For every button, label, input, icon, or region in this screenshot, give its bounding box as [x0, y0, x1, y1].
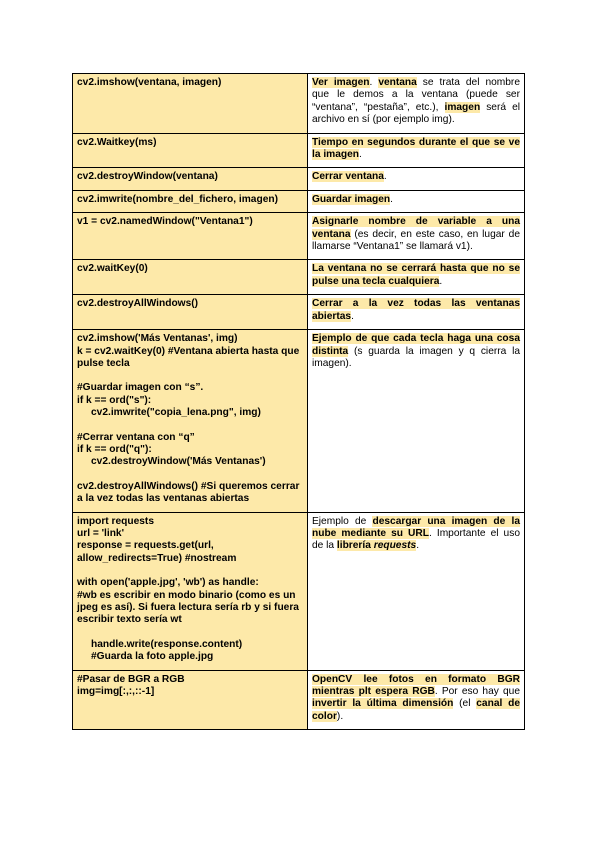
highlighted-text: OpenCV lee fotos en formato BGR mientras plt espera RGB [312, 673, 520, 698]
code-line: if k == ord("s"): [77, 394, 152, 406]
description-cell [308, 295, 525, 330]
code-line: url = 'link' [77, 527, 125, 539]
description-text: . [416, 540, 420, 552]
code-cell [73, 330, 308, 512]
table-row [73, 133, 525, 168]
description-text: se trata del nombre que le demos a la ventana (puede ser “ventana”, “pestaña”, etc.), [312, 77, 520, 113]
description-cell [308, 260, 525, 295]
code-line: cv2.imwrite("copia_lena.png", img) [91, 407, 261, 419]
highlighted-text: requests [373, 540, 417, 552]
code-cell [73, 260, 308, 295]
code-cell [73, 295, 308, 330]
description-cell [308, 133, 525, 168]
table-row [73, 512, 525, 670]
code-cell [73, 670, 308, 730]
code-cell [73, 133, 308, 168]
highlighted-text: imagen [444, 101, 481, 113]
code-line: k = cv2.waitKey(0) #Ventana abierta hasta que pulse tecla [77, 345, 300, 369]
code-line: #Guardar imagen con “s”. [77, 382, 204, 394]
description-cell [308, 74, 525, 134]
code-line: response = requests.get(url, allow_redirects=True) #nostream [77, 540, 237, 564]
code-line [77, 420, 303, 432]
highlighted-text: invertir la última dimensión [312, 698, 454, 710]
highlighted-text: ventana [378, 77, 417, 88]
code-line: import requests [77, 515, 154, 527]
code-line: cv2.destroyAllWindows() #Si queremos cerrar a la vez todas las ventanas abiertas [77, 480, 300, 505]
description-text: . [383, 171, 387, 183]
code-cell [73, 213, 308, 260]
code-cell [73, 168, 308, 190]
description-text: (el [453, 698, 477, 710]
code-cell [73, 512, 308, 670]
description-cell [308, 213, 525, 260]
description-text: (es decir, en este caso, en lugar de llamarse “Ventana1” se llamará v1). [312, 228, 520, 253]
code-line: cv2.imshow('Más Ventanas', img) [77, 333, 238, 345]
code-line: v1 = cv2.namedWindow("Ventana1") [77, 216, 253, 228]
highlighted-text: descargar una imagen de la nube mediante su URL [312, 515, 520, 539]
code-line: #Pasar de BGR a RGB [77, 673, 185, 685]
code-line: cv2.imshow(ventana, imagen) [77, 77, 222, 88]
table-row [73, 260, 525, 295]
highlighted-text: Ejemplo de que cada tecla haga una cosa distinta [312, 333, 520, 357]
code-line: if k == ord("q"): [77, 443, 152, 455]
highlighted-text: librería [336, 540, 374, 552]
description-cell [308, 670, 525, 730]
highlighted-text: canal de color [312, 698, 520, 722]
code-line [77, 370, 303, 382]
code-line: #wb es escribir en modo binario (como es un jpeg es así). Si fuera lectura sería rb y si fuera escribir texto sería wt [77, 589, 299, 626]
description-cell [308, 512, 525, 670]
code-line: img=img[:,:,::-1] [77, 686, 155, 698]
highlighted-text: La ventana no se cerrará hasta que no se pulse una tecla cualquiera [312, 263, 520, 287]
code-line [77, 565, 303, 577]
highlighted-text: Guardar imagen [312, 193, 391, 205]
code-line: cv2.destroyWindow(ventana) [77, 171, 218, 183]
description-text: ). [336, 710, 344, 722]
code-line: cv2.waitKey(0) [77, 263, 148, 275]
table-row [73, 168, 525, 190]
description-cell [308, 330, 525, 512]
table-row [73, 74, 525, 134]
code-line: cv2.imwrite(nombre_del_fichero, imagen) [77, 193, 278, 205]
code-line: #Cerrar ventana con “q” [77, 431, 195, 443]
highlighted-text: Asignarle nombre de variable a una ventana [312, 216, 520, 240]
code-cell [73, 190, 308, 212]
description-text: . [390, 193, 393, 205]
highlighted-text: Cerrar ventana [312, 171, 384, 183]
code-line [77, 469, 303, 481]
description-cell [308, 190, 525, 212]
description-text: . Por eso hay que [434, 686, 520, 698]
description-text: . [351, 310, 354, 322]
description-text: . Importante el uso de la [312, 527, 520, 552]
code-cell [73, 74, 308, 134]
opencv-reference-table [72, 73, 525, 730]
description-text: Ejemplo de [312, 515, 373, 527]
description-cell [308, 168, 525, 190]
description-text: . [359, 149, 362, 161]
description-text: . [369, 77, 379, 88]
code-line: cv2.destroyWindow('Más Ventanas') [91, 456, 266, 468]
table-row [73, 190, 525, 212]
code-line: cv2.destroyAllWindows() [77, 298, 199, 310]
description-text: será el archivo en sí (por ejemplo img). [312, 101, 520, 126]
code-line: cv2.Waitkey(ms) [77, 136, 157, 148]
table-row [73, 670, 525, 730]
description-text: (s guarda la imagen y q cierra la imagen). [312, 345, 520, 369]
table-row [73, 295, 525, 330]
table-row [73, 330, 525, 512]
description-text: . [439, 275, 443, 287]
code-line: handle.write(response.content) [91, 638, 243, 650]
code-line: with open('apple.jpg', 'wb') as handle: [77, 577, 259, 589]
highlighted-text: Tiempo en segundos durante el que se ve la imagen [312, 136, 520, 161]
highlighted-text: Cerrar a la vez todas las ventanas abiertas [312, 298, 520, 322]
code-line [77, 627, 303, 639]
highlighted-text: Ver imagen [312, 77, 370, 88]
code-line: #Guarda la foto apple.jpg [91, 651, 214, 663]
table-row [73, 213, 525, 260]
